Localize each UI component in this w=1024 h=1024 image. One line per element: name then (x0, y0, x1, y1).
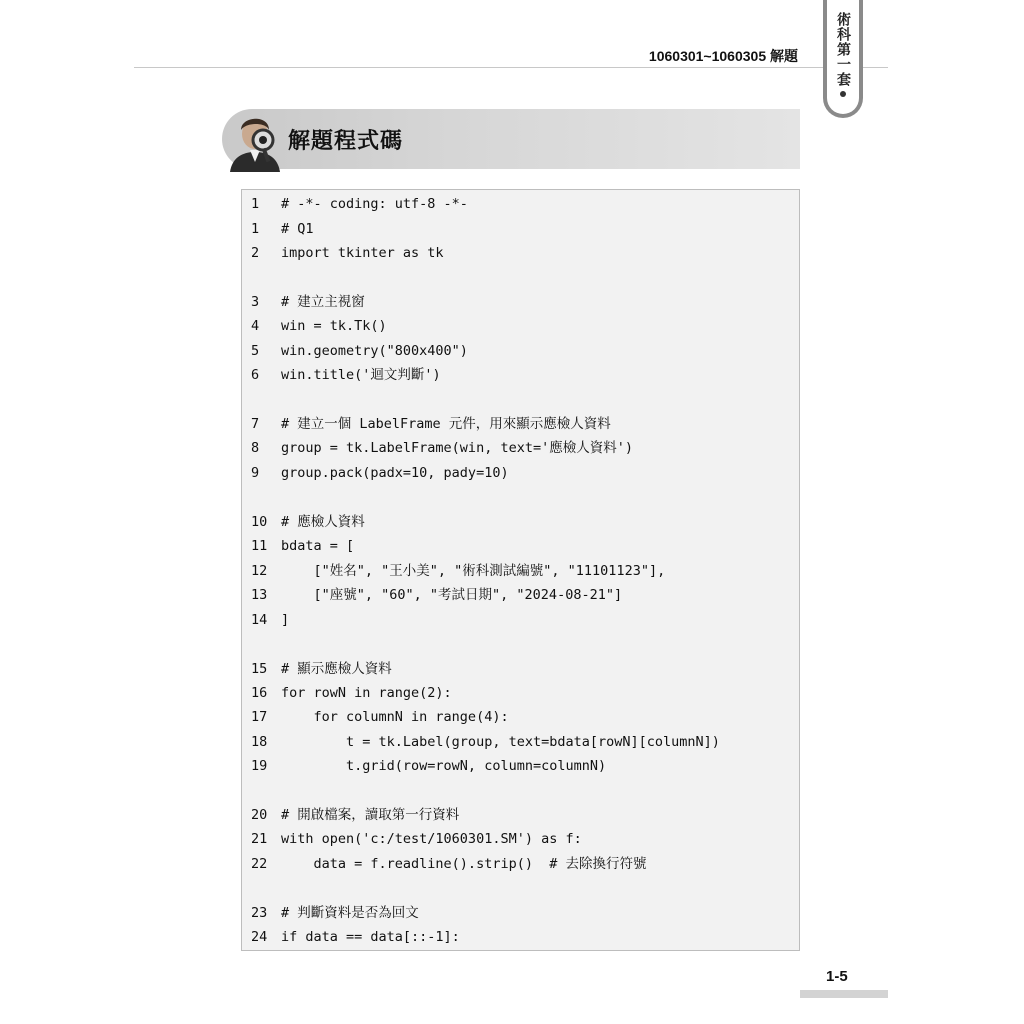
line-number: 12 (251, 563, 268, 579)
code-text: group.pack(padx=10, pady=10) (281, 465, 509, 481)
line-number: 19 (251, 758, 268, 774)
code-text: t.grid(row=rowN, column=columnN) (281, 758, 607, 774)
code-text: t = tk.Label(group, text=bdata[rowN][columnN]) (281, 734, 720, 750)
line-number: 1 (251, 221, 260, 237)
chapter-side-tab (823, 0, 863, 118)
page-header-title: 1060301~1060305 解題 (648, 48, 798, 64)
code-text: data = f.readline().strip() # 去除換行符號 (281, 856, 647, 872)
code-listing (241, 189, 800, 951)
line-number: 8 (251, 440, 260, 456)
code-text: # Q1 (281, 221, 314, 237)
line-number: 5 (251, 343, 260, 359)
code-text: ["座號", "60", "考試日期", "2024-08-21"] (281, 587, 623, 603)
line-number: 20 (251, 807, 268, 823)
code-text: # 判斷資料是否為回文 (281, 905, 419, 921)
code-text: # 建立一個 LabelFrame 元件，用來顯示應檢人資料 (281, 416, 611, 432)
line-number: 3 (251, 294, 260, 310)
code-text: import tkinter as tk (281, 245, 444, 261)
code-text: # 顯示應檢人資料 (281, 661, 392, 677)
line-number: 4 (251, 318, 260, 334)
code-text: # -*- coding: utf-8 -*- (281, 196, 468, 212)
line-number: 15 (251, 661, 268, 677)
line-number: 24 (251, 929, 268, 945)
code-text: # 建立主視窗 (281, 294, 365, 310)
line-number: 18 (251, 734, 268, 750)
code-text: win.title('迴文判斷') (281, 367, 441, 383)
line-number: 6 (251, 367, 260, 383)
line-number: 23 (251, 905, 268, 921)
section-title: 解題程式碼 (288, 128, 404, 154)
code-text: bdata = [ (281, 538, 355, 554)
header-divider (134, 67, 888, 68)
footer-bar (800, 990, 888, 998)
line-number: 7 (251, 416, 260, 432)
line-number: 11 (251, 538, 268, 554)
side-tab-dot (840, 91, 846, 97)
code-text: # 開啟檔案，讀取第一行資料 (281, 807, 460, 823)
code-text: win.geometry("800x400") (281, 343, 468, 359)
code-text: # 應檢人資料 (281, 514, 365, 530)
code-text: win = tk.Tk() (281, 318, 387, 334)
side-tab-label: 術科第一套 (835, 12, 851, 87)
page-number: 1-5 (826, 968, 848, 985)
line-number: 13 (251, 587, 268, 603)
line-number: 16 (251, 685, 268, 701)
line-number: 9 (251, 465, 260, 481)
code-text: for columnN in range(4): (281, 709, 509, 725)
line-number: 2 (251, 245, 260, 261)
code-text: with open('c:/test/1060301.SM') as f: (281, 831, 582, 847)
line-number: 22 (251, 856, 268, 872)
code-text: ["姓名", "王小美", "術科測試編號", "11101123"], (281, 563, 666, 579)
line-number: 17 (251, 709, 268, 725)
code-text: ] (281, 612, 290, 628)
line-number: 21 (251, 831, 268, 847)
magnifier-person-icon (226, 110, 284, 172)
line-number: 1 (251, 196, 260, 212)
code-text: group = tk.LabelFrame(win, text='應檢人資料') (281, 440, 633, 456)
code-text: if data == data[::-1]: (281, 929, 460, 945)
line-number: 10 (251, 514, 268, 530)
code-text: for rowN in range(2): (281, 685, 452, 701)
line-number: 14 (251, 612, 268, 628)
